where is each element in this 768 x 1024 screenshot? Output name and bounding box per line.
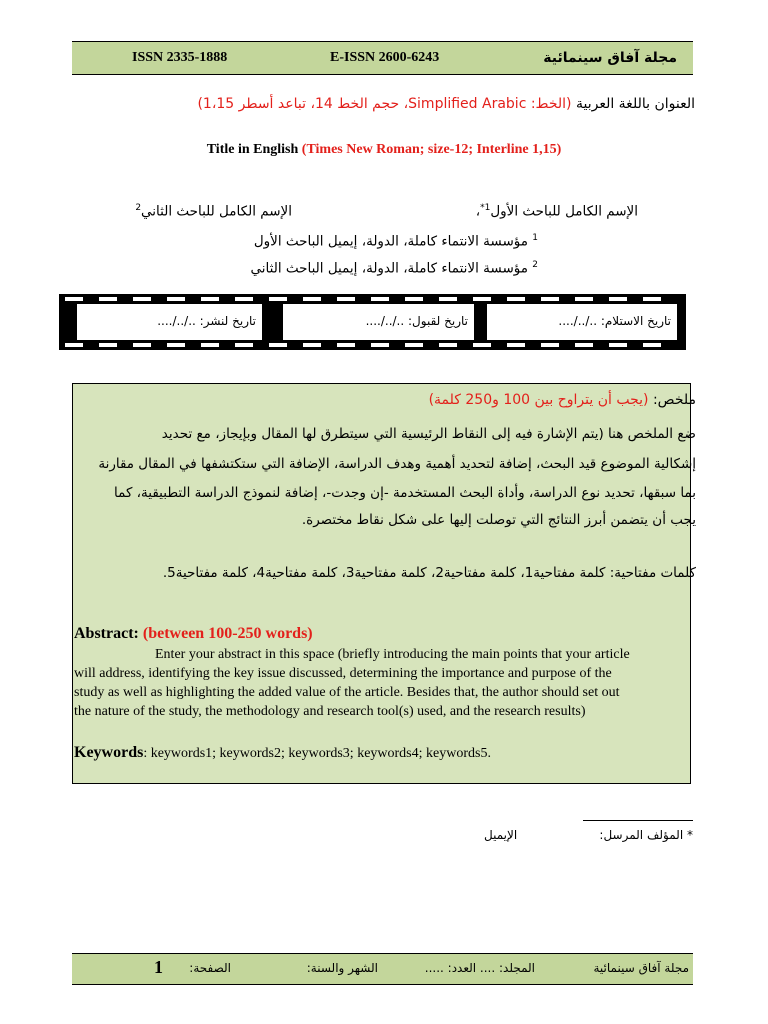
english-title [0,142,768,158]
author-2-name: الإسم الكامل للباحث الثاني [141,203,292,220]
english-abstract-limit: (between 100-250 words) [142,625,313,642]
film-hole [235,297,253,301]
film-hole [235,343,253,347]
footnote-divider [583,820,693,821]
journal-header-bar [72,41,693,75]
footer-page-label: الصفحة: [189,961,231,975]
film-hole [609,343,627,347]
corresponding-marker: * [687,828,693,842]
affiliation-1-sup: 1 [532,233,538,243]
english-abstract-line: the nature of the study, the methodology and research tool(s) used, and the research results) [74,704,586,719]
arabic-title-spec: (الخط: Simplified Arabic، حجم الخط 14، تباعد أسطر 1،15) [197,96,572,112]
english-abstract-heading [74,625,313,643]
published-date: تاريخ لنشر: ../../.... [157,314,256,328]
film-hole [371,297,389,301]
arabic-abstract-line: يجب أن يتضمن أبرز النتائج التي توصلت إليها على شكل نقاط مختصرة. [301,512,696,528]
film-hole [473,343,491,347]
english-keywords [74,744,491,762]
film-hole [337,343,355,347]
arabic-abstract-line: بما سبقها، تحديد نوع الدراسة، وأداة البحث المستخدمة -إن وجدت-، إضافة لنموذج الدراسة التطبيقية، كما [114,485,696,501]
accepted-date: تاريخ لقبول: ../../.... [365,314,468,328]
film-hole [643,297,661,301]
film-hole [269,297,287,301]
journal-name: مجلة آفاق سينمائية [543,50,677,66]
author-1: الإسم الكامل للباحث الأول$^{1*}$، [475,203,638,220]
film-hole [541,343,559,347]
abstract-box [72,383,691,784]
film-hole [507,343,525,347]
arabic-abstract-line: ضع الملخص هنا (يتم الإشارة فيه إلى النقاط الرئيسية التي سيتطرق لها المقال وبإيجاز، مع تحديد [161,426,696,442]
english-abstract-label: Abstract [74,625,134,642]
affiliation-2-text: مؤسسة الانتماء كاملة، الدولة، إيميل الباحث الثاني [250,260,528,277]
arabic-title [197,96,695,112]
affiliation-2 [251,260,538,277]
author-1-name: الإسم الكامل للباحث الأول [490,203,638,220]
film-hole [167,343,185,347]
film-hole [201,297,219,301]
film-hole [575,343,593,347]
english-title-spec: (Times New Roman; size-12; Interline 1,15) [301,142,562,157]
film-hole [405,343,423,347]
issn: ISSN 2335-1888 [132,50,228,65]
film-hole [133,297,151,301]
film-hole [371,343,389,347]
film-hole [439,297,457,301]
film-hole [473,297,491,301]
film-hole [609,297,627,301]
english-abstract-colon: : [133,625,143,642]
arabic-keywords: كلمات مفتاحية: كلمة مفتاحية1، كلمة مفتاحية2، كلمة مفتاحية3، كلمة مفتاحية4، كلمة مفتاحية5. [162,565,696,581]
eissn: E-ISSN 2600-6243 [330,50,440,65]
footer-volume-issue: المجلد: .... العدد: ..... [424,961,535,975]
footer-month-year: الشهر والسنة: [306,961,378,975]
arabic-abstract-limit: (يجب أن يتراوح بين 100 و250 كلمة) [428,392,649,408]
film-hole [269,343,287,347]
english-abstract-line: Enter your abstract in this space (briefly introducing the main points that your article [155,647,630,662]
received-date-cell [487,304,677,340]
film-hole [439,343,457,347]
english-abstract-line: study as well as highlighting the added value of the article. Besides that, the author should set out [74,685,620,700]
footer-journal-name: مجلة آفاق سينمائية [593,961,689,975]
published-date-cell [77,304,262,340]
english-keywords-text: : keywords1; keywords2; keywords3; keywords4; keywords5. [143,746,491,761]
film-hole [303,297,321,301]
accepted-date-cell [283,304,474,340]
dates-film-strip [59,294,686,350]
author-2-sup: 2 [135,203,142,213]
author-2 [135,203,292,220]
film-hole [405,297,423,301]
journal-footer-bar [72,953,693,985]
affiliation-1 [254,233,538,250]
corresponding-label: المؤلف المرسل: [599,828,684,842]
film-hole [575,297,593,301]
film-hole [65,343,83,347]
film-hole [99,343,117,347]
film-hole [337,297,355,301]
film-hole [507,297,525,301]
english-abstract-line: will address, identifying the key issue discussed, determining the importance and purpose of the [74,666,612,681]
affiliation-2-sup: 2 [532,260,538,270]
email-label: الإيميل [484,828,518,842]
film-hole [303,343,321,347]
english-title-text: Title in English [206,142,299,157]
film-hole [541,297,559,301]
film-hole [201,343,219,347]
film-hole [99,297,117,301]
arabic-title-text: العنوان باللغة العربية [575,96,695,112]
arabic-abstract-line: إشكالية الموضوع قيد البحث، إضافة لتحديد أهمية وهدف الدراسة، الإضافة التي ستكتشفها في المقال مقارنة [98,456,696,472]
arabic-abstract-label: ملخص: [652,392,696,408]
film-hole [133,343,151,347]
author-1-sup: 1* [480,203,491,213]
footer-page-number: 1 [154,957,163,977]
film-hole [65,297,83,301]
arabic-abstract-heading [429,392,696,408]
english-keywords-label: Keywords [74,744,144,761]
film-hole [643,343,661,347]
film-hole [167,297,185,301]
corresponding-author [599,828,693,842]
received-date: تاريخ الاستلام: ../../.... [558,314,671,328]
affiliation-1-text: مؤسسة الانتماء كاملة، الدولة، إيميل الباحث الأول [253,233,528,250]
